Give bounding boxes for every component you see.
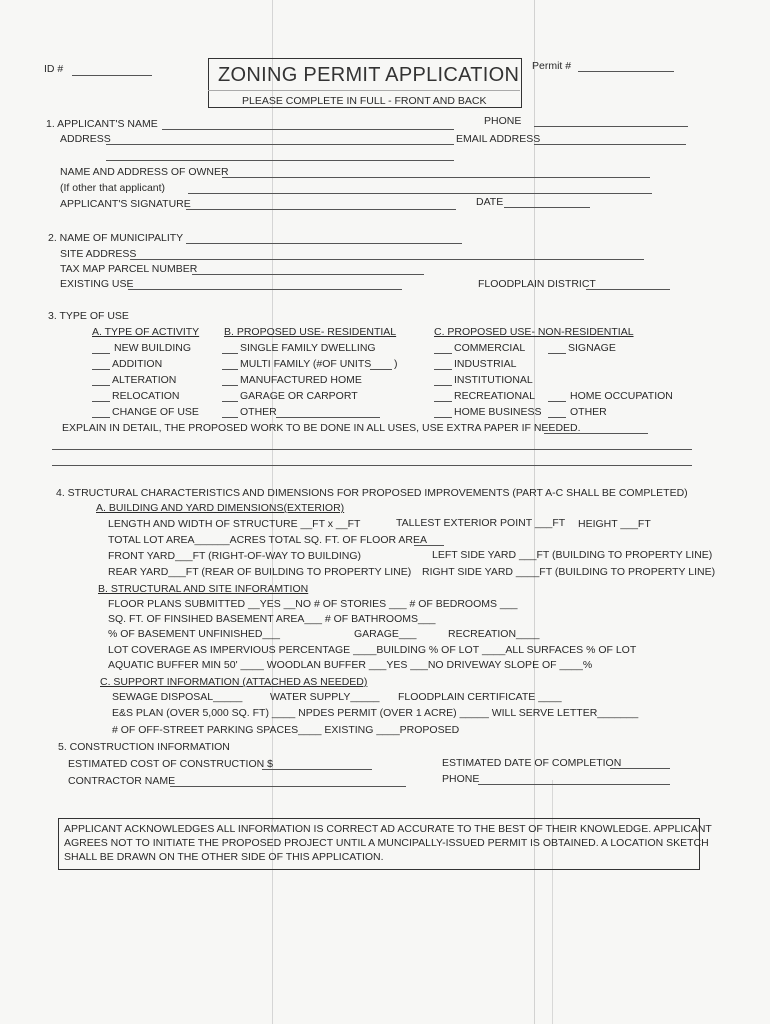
sub-b-heading: B. STRUCTURAL AND SITE INFORAMTION [98,583,309,595]
cost-field[interactable] [262,769,372,770]
checkbox-other-non-residential[interactable] [548,417,566,418]
multi-family-close: ) [394,358,398,370]
floodplain-label: FLOODPLAIN DISTRICT [478,278,596,290]
checkbox-signage[interactable] [548,353,566,354]
acknowledgement-line-3: SHALL BE DRAWN ON THE OTHER SIDE OF THIS APPLICATION. [64,851,384,863]
checkbox-multi-family[interactable] [222,369,238,370]
date-field[interactable] [504,207,590,208]
email-label: EMAIL ADDRESS [456,133,541,145]
checkbox-change-of-use[interactable] [92,417,110,418]
parcel-label: TAX MAP PARCEL NUMBER [60,263,198,275]
option-other-non-residential: OTHER [570,406,607,418]
checkbox-new-building[interactable] [92,353,110,354]
checkbox-institutional[interactable] [434,385,452,386]
owner-label: NAME AND ADDRESS OF OWNER [60,166,229,178]
height-field[interactable]: HEIGHT ___FT [578,518,651,530]
completion-label: ESTIMATED DATE OF COMPLETION [442,757,622,769]
parcel-field[interactable] [192,274,424,275]
floodplain-field[interactable] [586,289,670,290]
checkbox-relocation[interactable] [92,401,110,402]
all-surfaces-field[interactable]: ____ALL SURFACES % OF LOT [482,644,637,656]
length-width-field[interactable]: LENGTH AND WIDTH OF STRUCTURE __FT x __FT [108,518,361,530]
applicant-name-label: 1. APPLICANT'S NAME [46,118,158,130]
contractor-label: CONTRACTOR NAME [68,775,176,787]
floor-area-field[interactable] [414,545,444,546]
acknowledgement-line-1: APPLICANT ACKNOWLEDGES ALL INFORMATION IS CORRECT AD ACCURATE TO THE BEST OF THEIR KNOWLEDGE. APPLICANT [64,823,712,835]
title-divider [208,90,520,91]
id-field[interactable] [72,75,152,76]
water-supply-field[interactable]: WATER SUPPLY_____ [270,691,380,703]
phone-label: PHONE [484,115,522,127]
checkbox-recreational[interactable] [434,401,452,402]
checkbox-addition[interactable] [92,369,110,370]
checkbox-manufactured-home[interactable] [222,385,238,386]
other-residential-field[interactable] [276,417,380,418]
existing-use-label: EXISTING USE [60,278,134,290]
id-label: ID # [44,63,64,75]
explain-line-1[interactable] [52,449,692,450]
recreation-field[interactable]: RECREATION____ [448,628,540,640]
address-field[interactable] [106,144,454,145]
option-institutional: INSTITUTIONAL [454,374,533,386]
floor-plans-field[interactable]: FLOOR PLANS SUBMITTED __YES __NO # OF STORIES ___ # OF BEDROOMS ___ [108,598,518,610]
acknowledgement-line-2: AGREES NOT TO INITIATE THE PROPOSED PROJECT UNTIL A MUNCIPALLY-ISSUED PERMIT IS OBTAINED. A LOCATION SKETCH [64,837,709,849]
front-yard-field[interactable]: FRONT YARD___FT (RIGHT-OF-WAY TO BUILDING) [108,550,362,562]
checkbox-other-residential[interactable] [222,417,238,418]
option-single-family: SINGLE FAMILY DWELLING [240,342,376,354]
floodplain-cert-field[interactable]: FLOODPLAIN CERTIFICATE ____ [398,691,562,703]
option-industrial: INDUSTRIAL [454,358,517,370]
email-field[interactable] [534,144,686,145]
signature-label: APPLICANT'S SIGNATURE [60,198,191,210]
contractor-field[interactable] [170,786,406,787]
option-multi-family: MULTI FAMILY (#OF UNITS [240,358,372,370]
applicant-name-field[interactable] [162,129,454,130]
option-other-residential: OTHER [240,406,277,418]
aquatic-buffer-field[interactable]: AQUATIC BUFFER MIN 50' ____ WOODLAN BUFFER ___YES ___NO DRIVEWAY SLOPE OF ____% [108,659,593,671]
option-home-business: HOME BUSINESS [454,406,542,418]
left-side-yard-field[interactable]: LEFT SIDE YARD ___FT (BUILDING TO PROPERTY LINE) [432,549,713,561]
fold-line-right [534,0,535,1024]
site-address-label: SITE ADDRESS [60,248,137,260]
page-title: ZONING PERMIT APPLICATION [218,64,520,86]
checkbox-home-business[interactable] [434,417,452,418]
contractor-phone-field[interactable] [478,784,670,785]
sewage-field[interactable]: SEWAGE DISPOSAL_____ [112,691,243,703]
site-address-field[interactable] [130,259,644,260]
basement-area-field[interactable]: SQ. FT. OF FINSIHED BASEMENT AREA___ # OF BATHROOMS___ [108,613,436,625]
es-plan-field[interactable]: E&S PLAN (OVER 5,000 SQ. FT) ____ NPDES PERMIT (OVER 1 ACRE) _____ WILL SERVE LETTER_______ [112,707,639,719]
construction-heading: 5. CONSTRUCTION INFORMATION [58,741,230,753]
basement-percent-field[interactable]: % OF BASEMENT UNFINISHED___ [108,628,280,640]
checkbox-alteration[interactable] [92,385,110,386]
option-change-of-use: CHANGE OF USE [112,406,199,418]
type-of-use-heading: 3. TYPE OF USE [48,310,129,322]
option-manufactured-home: MANUFACTURED HOME [240,374,362,386]
owner-field-2[interactable] [188,193,652,194]
sub-c-heading: C. SUPPORT INFORMATION (ATTACHED AS NEEDED) [100,676,368,688]
option-garage-carport: GARAGE OR CARPORT [240,390,358,402]
explain-line-2[interactable] [52,465,692,466]
municipality-field[interactable] [186,243,462,244]
checkbox-home-occupation[interactable] [548,401,566,402]
tallest-point-field[interactable]: TALLEST EXTERIOR POINT ___FT [396,517,566,529]
col-a-heading: A. TYPE OF ACTIVITY [92,326,200,338]
owner-field[interactable] [222,177,650,178]
garage-field[interactable]: GARAGE___ [354,628,417,640]
right-side-yard-field[interactable]: RIGHT SIDE YARD ____FT (BUILDING TO PROPERTY LINE) [422,566,716,578]
municipality-label: 2. NAME OF MUNICIPALITY [48,232,184,244]
completion-field[interactable] [610,768,670,769]
option-alteration: ALTERATION [112,374,177,386]
option-home-occupation: HOME OCCUPATION [570,390,673,402]
owner-other-label: (If other that applicant) [60,182,166,194]
permit-label: Permit # [532,60,572,72]
contractor-phone-label: PHONE [442,773,480,785]
option-recreational: RECREATIONAL [454,390,535,402]
checkbox-commercial[interactable] [434,353,452,354]
explain-label: EXPLAIN IN DETAIL, THE PROPOSED WORK TO BE DONE IN ALL USES, USE EXTRA PAPER IF NEEDED. [62,422,581,434]
structural-heading: 4. STRUCTURAL CHARACTERISTICS AND DIMENSIONS FOR PROPOSED IMPROVEMENTS (PART A-C SHALL BE COMPLETED) [56,487,688,499]
option-commercial: COMMERCIAL [454,342,526,354]
sub-a-heading: A. BUILDING AND YARD DIMENSIONS(EXTERIOR) [96,502,345,514]
explain-field[interactable] [544,433,648,434]
checkbox-garage-carport[interactable] [222,401,238,402]
col-c-heading: C. PROPOSED USE- NON-RESIDENTIAL [434,326,634,338]
multi-family-units-field[interactable] [370,369,392,370]
parking-field[interactable]: # OF OFF-STREET PARKING SPACES____ EXISTING ____PROPOSED [112,724,460,736]
address-label: ADDRESS [60,133,111,145]
option-signage: SIGNAGE [568,342,616,354]
lot-coverage-field[interactable]: LOT COVERAGE AS IMPERVIOUS PERCENTAGE ____BUILDING % OF LOT [108,644,480,656]
address-field-2[interactable] [106,160,454,161]
signature-field[interactable] [186,209,456,210]
option-relocation: RELOCATION [112,390,180,402]
option-new-building: NEW BUILDING [114,342,192,354]
permit-field[interactable] [578,71,674,72]
option-addition: ADDITION [112,358,163,370]
date-label: DATE [476,196,504,208]
page-subtitle: PLEASE COMPLETE IN FULL - FRONT AND BACK [242,95,487,107]
existing-use-field[interactable] [128,289,402,290]
phone-field[interactable] [534,126,688,127]
fold-line-right-2 [552,780,553,1024]
rear-yard-field[interactable]: REAR YARD___FT (REAR OF BUILDING TO PROPERTY LINE) [108,566,412,578]
cost-label: ESTIMATED COST OF CONSTRUCTION $ [68,758,273,770]
col-b-heading: B. PROPOSED USE- RESIDENTIAL [224,326,397,338]
checkbox-single-family[interactable] [222,353,238,354]
checkbox-industrial[interactable] [434,369,452,370]
lot-area-field[interactable]: TOTAL LOT AREA______ACRES TOTAL SQ. FT. OF FLOOR AREA [108,534,427,546]
